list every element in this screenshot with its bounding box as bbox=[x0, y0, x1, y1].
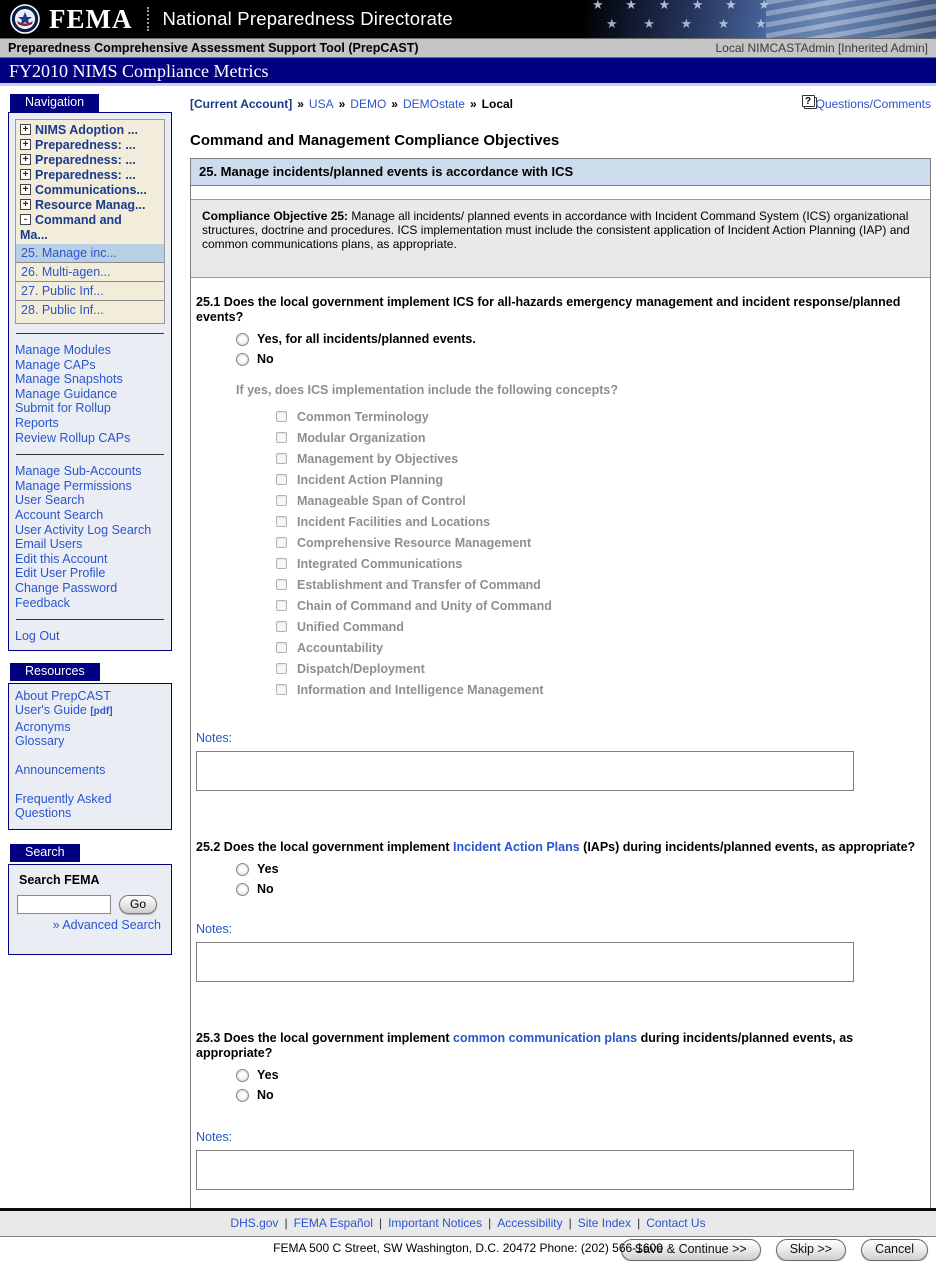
concept-modular-organization: Modular Organization bbox=[276, 427, 930, 448]
resources-link-faq[interactable]: Frequently Asked Questions bbox=[15, 791, 112, 821]
directorate-title: National Preparedness Directorate bbox=[162, 8, 453, 29]
tree-item-preparedness-1[interactable]: + Preparedness: ... bbox=[16, 138, 164, 153]
question-25-2: 25.2 Does the local government implement Incident Action Plans (IAPs) during incidents/planned events, as appropriate? bbox=[196, 840, 916, 855]
resources-link-glossary[interactable]: Glossary bbox=[15, 734, 65, 749]
sidebar-divider bbox=[16, 454, 164, 455]
search-panel bbox=[8, 864, 172, 955]
checkbox bbox=[276, 411, 287, 422]
checkbox bbox=[276, 495, 287, 506]
checkbox bbox=[276, 537, 287, 548]
common-communication-plans-link[interactable]: common communication plans bbox=[453, 1031, 638, 1046]
q25-1-option-no: No bbox=[236, 352, 930, 366]
checkbox bbox=[276, 474, 287, 485]
sidebar-link-change-password[interactable]: Change Password bbox=[15, 580, 118, 595]
footer-separator: | bbox=[378, 1216, 383, 1231]
sidebar-link-user-activity-log-search[interactable]: User Activity Log Search bbox=[15, 522, 152, 537]
breadcrumb-current-page: Local bbox=[481, 97, 514, 111]
radio-button[interactable] bbox=[236, 1069, 249, 1082]
q25-3-option-yes: Yes bbox=[236, 1068, 930, 1082]
concept-unified-command: Unified Command bbox=[276, 616, 930, 637]
prepcast-bar bbox=[0, 38, 936, 58]
checkbox bbox=[276, 453, 287, 464]
tree-sub-objective-26[interactable]: 26. Multi-agen... bbox=[16, 263, 164, 282]
concept-information-intelligence: Information and Intelligence Management bbox=[276, 679, 930, 700]
app-title: Preparedness Comprehensive Assessment Support Tool (PrepCAST) bbox=[8, 41, 419, 55]
q25-1-notes bbox=[196, 729, 925, 791]
top-header bbox=[0, 0, 936, 38]
q25-3-option-no: No bbox=[236, 1088, 930, 1102]
sidebar bbox=[0, 93, 181, 955]
fema-wordmark: FEMA bbox=[49, 3, 133, 34]
expand-icon[interactable]: + bbox=[20, 124, 31, 135]
footer-address: FEMA 500 C Street, SW Washington, D.C. 20472 Phone: (202) 566-1600 bbox=[273, 1241, 663, 1256]
breadcrumb-link-usa[interactable]: USA bbox=[308, 97, 334, 111]
resources-link-users-guide[interactable]: User's Guide [pdf] bbox=[15, 703, 113, 718]
breadcrumb-link-demo[interactable]: DEMO bbox=[350, 97, 387, 111]
resources-panel-title: Resources bbox=[10, 663, 100, 681]
pdf-badge: [pdf] bbox=[90, 706, 113, 718]
radio-button[interactable] bbox=[236, 1089, 249, 1102]
checkbox bbox=[276, 684, 287, 695]
concept-management-by-objectives: Management by Objectives bbox=[276, 448, 930, 469]
q25-2-option-yes: Yes bbox=[236, 862, 930, 876]
objective-text: Manage all incidents/ planned events in accordance with Incident Command System (ICS) organizational structures, doctrine and procedures. ICS implementation must include the consistent application of Incident Action Planning (IAP) and common communications plans, as appropriate. bbox=[202, 209, 910, 252]
footer-link-dhs[interactable]: DHS.gov bbox=[230, 1216, 279, 1231]
breadcrumb-separator: » bbox=[338, 97, 346, 111]
sidebar-link-email-users[interactable]: Email Users bbox=[15, 537, 83, 552]
concept-accountability: Accountability bbox=[276, 637, 930, 658]
q25-1-option-yes: Yes, for all incidents/planned events. bbox=[236, 332, 930, 346]
sidebar-link-manage-guidance[interactable]: Manage Guidance bbox=[15, 386, 118, 401]
sidebar-link-manage-permissions[interactable]: Manage Permissions bbox=[15, 478, 132, 493]
breadcrumb-separator: » bbox=[469, 97, 477, 111]
search-fema-label: Search FEMA bbox=[19, 872, 100, 887]
page-title: Command and Management Compliance Objectives bbox=[190, 132, 560, 149]
sidebar-link-manage-caps[interactable]: Manage CAPs bbox=[15, 357, 96, 372]
footer-separator: | bbox=[568, 1216, 572, 1231]
breadcrumb-separator: » bbox=[297, 97, 304, 111]
resources-panel bbox=[8, 683, 172, 830]
radio-button[interactable] bbox=[236, 353, 249, 366]
expand-icon[interactable]: + bbox=[20, 169, 31, 180]
breadcrumb-current-account[interactable]: [Current Account] bbox=[190, 97, 293, 111]
questions-comments-link[interactable]: ? Questions/Comments bbox=[802, 97, 931, 111]
sidebar-link-manage-sub-accounts[interactable]: Manage Sub-Accounts bbox=[15, 464, 142, 479]
notes-label: Notes: bbox=[196, 922, 233, 937]
breadcrumb-link-demostate[interactable]: DEMOstate bbox=[402, 97, 465, 111]
tree-item-nims-adoption[interactable]: + NIMS Adoption ... bbox=[16, 123, 164, 138]
advanced-search-link[interactable]: » Advanced Search bbox=[52, 917, 161, 932]
header-divider bbox=[147, 7, 149, 31]
save-continue-button[interactable]: Save & Continue >> bbox=[621, 1239, 761, 1261]
footer-separator: | bbox=[488, 1216, 492, 1231]
radio-button[interactable] bbox=[236, 883, 249, 896]
tree-sub-objective-28[interactable]: 28. Public Inf... bbox=[21, 303, 104, 317]
checkbox bbox=[276, 642, 287, 653]
tree-sub-objective-25[interactable]: 25. Manage inc... bbox=[16, 244, 164, 263]
main-content bbox=[181, 93, 936, 1261]
footer-link-contact-us[interactable]: Contact Us bbox=[646, 1216, 706, 1231]
tree-item-communications[interactable]: + Communications... bbox=[16, 183, 164, 198]
breadcrumb-separator: » bbox=[391, 97, 398, 111]
expand-icon[interactable]: + bbox=[20, 199, 31, 210]
incident-action-plans-link[interactable]: Incident Action Plans bbox=[453, 840, 580, 855]
tree-item-preparedness-2[interactable]: + Preparedness: ... bbox=[16, 153, 164, 168]
q25-2-notes-textarea[interactable] bbox=[196, 942, 854, 982]
sidebar-link-edit-this-account[interactable]: Edit this Account bbox=[15, 551, 108, 566]
footer-link-fema-espanol[interactable]: FEMA Español bbox=[293, 1216, 373, 1231]
tree-item-command-management-wrap: Ma... bbox=[20, 228, 48, 242]
tree-item-resource-management[interactable]: + Resource Manag... bbox=[16, 198, 164, 213]
objective-form bbox=[190, 158, 931, 1231]
collapse-icon[interactable]: - bbox=[20, 214, 31, 225]
notes-label: Notes: bbox=[196, 731, 233, 746]
checkbox bbox=[276, 600, 287, 611]
q25-2-option-no: No bbox=[236, 882, 930, 896]
flag-image bbox=[584, 0, 936, 38]
tree-sub-objective-27[interactable]: 27. Public Inf... bbox=[16, 282, 164, 301]
concept-dispatch-deployment: Dispatch/Deployment bbox=[276, 658, 930, 679]
q25-1-subprompt: If yes, does ICS implementation include the following concepts? bbox=[236, 383, 618, 398]
resources-link-about-prepcast[interactable]: About PrepCAST bbox=[15, 688, 111, 703]
concept-integrated-communications: Integrated Communications bbox=[276, 553, 930, 574]
tree-item-command-management[interactable]: - Command and bbox=[16, 213, 164, 228]
concept-establishment-transfer-command: Establishment and Transfer of Command bbox=[276, 574, 930, 595]
cancel-button[interactable]: Cancel bbox=[861, 1239, 928, 1261]
sidebar-link-log-out[interactable]: Log Out bbox=[15, 629, 60, 644]
skip-button[interactable]: Skip >> bbox=[776, 1239, 846, 1261]
search-input[interactable] bbox=[17, 895, 111, 914]
expand-icon[interactable]: + bbox=[20, 139, 31, 150]
sidebar-link-manage-modules[interactable]: Manage Modules bbox=[15, 343, 111, 357]
dhs-seal-icon bbox=[10, 4, 40, 34]
footer-link-important-notices[interactable]: Important Notices bbox=[388, 1216, 483, 1231]
q25-2-notes bbox=[196, 920, 925, 982]
compliance-objective-box bbox=[191, 199, 930, 278]
sidebar-link-reports[interactable]: Reports bbox=[15, 415, 59, 430]
navigation-panel bbox=[8, 112, 172, 651]
sidebar-divider bbox=[16, 333, 164, 334]
resources-link-acronyms[interactable]: Acronyms bbox=[15, 719, 71, 734]
sidebar-link-manage-snapshots[interactable]: Manage Snapshots bbox=[15, 372, 123, 387]
expand-icon[interactable]: + bbox=[20, 184, 31, 195]
concept-incident-action-planning: Incident Action Planning bbox=[276, 469, 930, 490]
footer-separator: | bbox=[637, 1216, 641, 1231]
expand-icon[interactable]: + bbox=[20, 154, 31, 165]
sidebar-link-submit-rollup[interactable]: Submit for Rollup bbox=[15, 401, 111, 416]
concept-comprehensive-resource-management: Comprehensive Resource Management bbox=[276, 532, 930, 553]
question-25-1: 25.1 Does the local government implement ICS for all-hazards emergency management and incident response/planned events? bbox=[196, 295, 901, 325]
notes-label: Notes: bbox=[196, 1130, 233, 1145]
resources-link-announcements[interactable]: Announcements bbox=[15, 763, 106, 778]
sidebar-link-feedback[interactable]: Feedback bbox=[15, 595, 70, 610]
sidebar-divider bbox=[16, 619, 164, 620]
help-icon: ? bbox=[802, 95, 815, 107]
footer-link-site-index[interactable]: Site Index bbox=[577, 1216, 632, 1231]
search-panel-title: Search bbox=[10, 844, 80, 862]
q25-3-notes bbox=[196, 1128, 925, 1190]
checkbox bbox=[276, 558, 287, 569]
sidebar-link-user-search[interactable]: User Search bbox=[15, 493, 85, 508]
module-tree bbox=[15, 119, 165, 324]
go-button[interactable]: Go bbox=[119, 895, 157, 914]
checkbox bbox=[276, 621, 287, 632]
radio-button[interactable] bbox=[236, 333, 249, 346]
footer bbox=[0, 1208, 936, 1261]
footer-separator: | bbox=[284, 1216, 288, 1231]
footer-links bbox=[0, 1211, 936, 1237]
sidebar-link-account-search[interactable]: Account Search bbox=[15, 507, 104, 522]
checkbox bbox=[276, 663, 287, 674]
q25-3-notes-textarea[interactable] bbox=[196, 1150, 854, 1190]
sidebar-link-review-rollup-caps[interactable]: Review Rollup CAPs bbox=[15, 430, 131, 445]
sidebar-link-edit-user-profile[interactable]: Edit User Profile bbox=[15, 566, 106, 581]
page-banner: FY2010 NIMS Compliance Metrics bbox=[0, 58, 936, 86]
user-status: Local NIMCASTAdmin [Inherited Admin] bbox=[715, 41, 928, 55]
concept-manageable-span-of-control: Manageable Span of Control bbox=[276, 490, 930, 511]
checkbox bbox=[276, 516, 287, 527]
footer-link-accessibility[interactable]: Accessibility bbox=[497, 1216, 563, 1231]
radio-button[interactable] bbox=[236, 863, 249, 876]
tree-item-preparedness-3[interactable]: + Preparedness: ... bbox=[16, 168, 164, 183]
q25-1-notes-textarea[interactable] bbox=[196, 751, 854, 791]
section-header: 25. Manage incidents/planned events is accordance with ICS bbox=[191, 159, 930, 186]
objective-label: Compliance Objective 25: bbox=[202, 209, 349, 223]
checkbox bbox=[276, 432, 287, 443]
breadcrumb bbox=[190, 97, 931, 111]
concept-incident-facilities: Incident Facilities and Locations bbox=[276, 511, 930, 532]
concept-common-terminology: Common Terminology bbox=[276, 406, 930, 427]
question-25-3: 25.3 Does the local government implement common communication plans during incidents/planned events, as appropriate? bbox=[196, 1031, 854, 1061]
concept-chain-of-command: Chain of Command and Unity of Command bbox=[276, 595, 930, 616]
navigation-panel-title: Navigation bbox=[10, 94, 99, 112]
checkbox bbox=[276, 579, 287, 590]
